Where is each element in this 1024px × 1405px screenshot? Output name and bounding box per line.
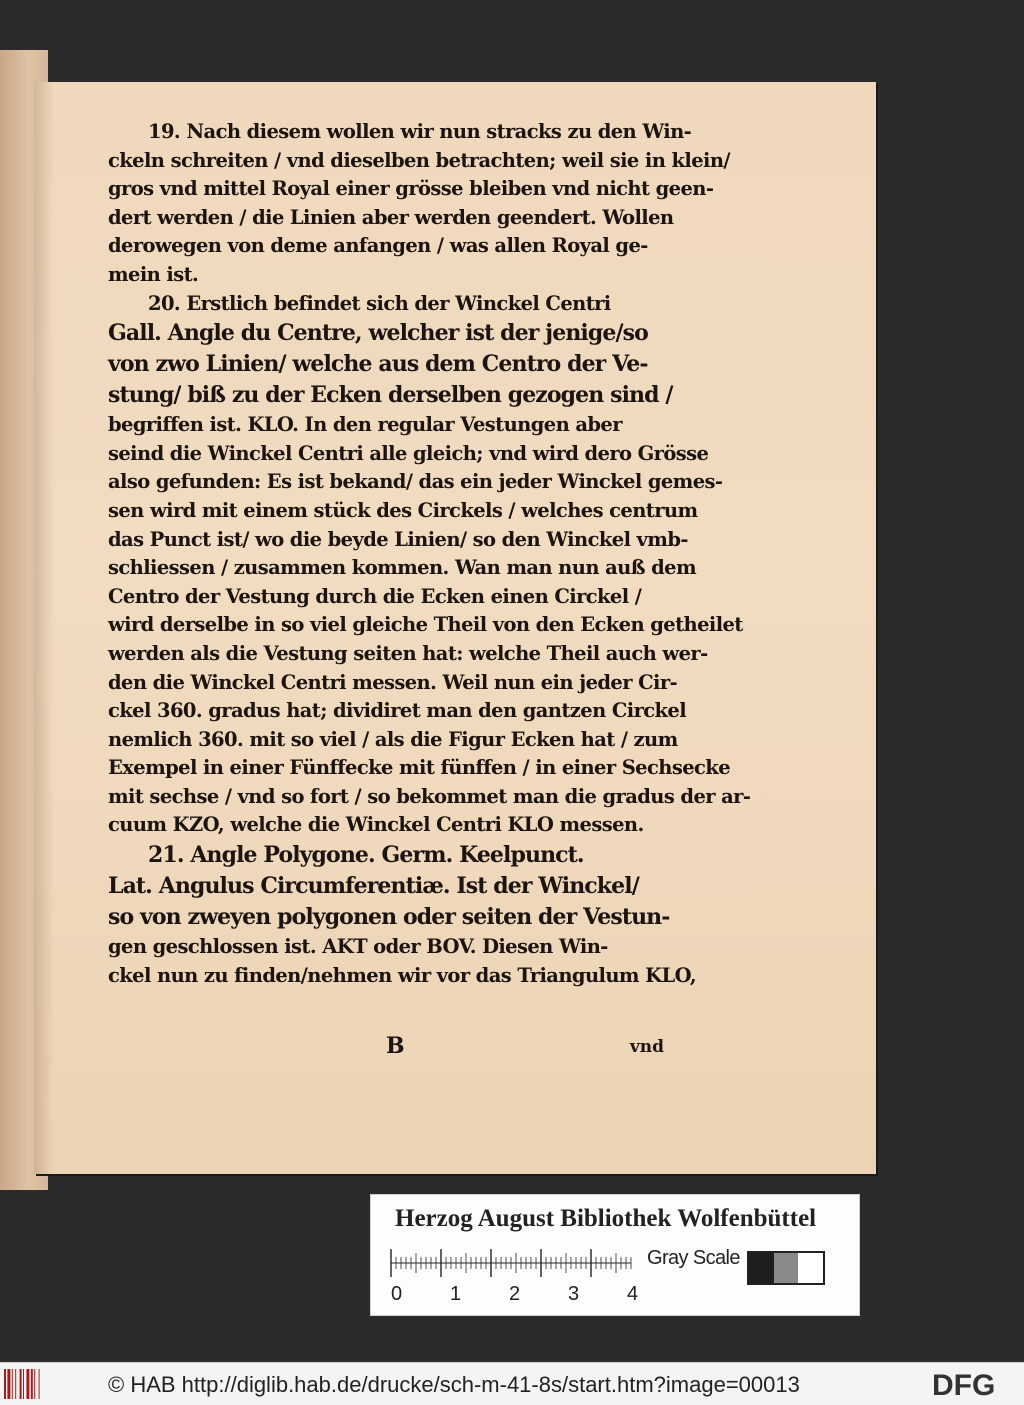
barcode-icon [4, 1369, 48, 1399]
barcode-bar [20, 1369, 22, 1399]
barcode-bar [7, 1369, 10, 1399]
text-line: derowegen von deme anfangen / was allen Royal ge- [108, 234, 648, 258]
source-link[interactable]: © HAB http://diglib.hab.de/drucke/sch-m-41-8s/start.htm?image=00013 [108, 1372, 800, 1397]
ruler-numbers [391, 1283, 651, 1309]
viewer-bottom-bar [0, 1362, 1024, 1405]
text-line: Exempel in einer Fünffecke mit fünffen / in einer Sechsecke [108, 756, 731, 780]
ruler-number: 1 [450, 1283, 462, 1305]
text-line: mit sechse / vnd so fort / so bekommet man die gradus der ar- [108, 784, 751, 808]
ruler-number: 0 [391, 1283, 403, 1305]
gray-swatch [798, 1253, 823, 1283]
ruler-number: 2 [509, 1283, 521, 1305]
text-line: dert werden / die Linien aber werden geendert. Wollen [108, 205, 674, 229]
dfg-logo-icon [930, 1369, 1018, 1402]
text-line: Gall. Angle du Centre, welcher ist der jenige/so [108, 320, 648, 347]
gray-scale-label: Gray Scale [647, 1247, 740, 1269]
ruler-number: 3 [568, 1283, 580, 1305]
gray-swatch [774, 1253, 799, 1283]
text-line: mein ist. [108, 262, 199, 286]
text-line: werden als die Vestung seiten hat: welche Theil auch wer- [108, 641, 708, 665]
library-name: Herzog August Bibliothek Wolfenbüttel [395, 1205, 817, 1232]
text-line: gros vnd mittel Royal einer grösse bleiben vnd nicht geen- [108, 177, 714, 201]
text-line: den die Winckel Centri messen. Weil nun ein jeder Cir- [108, 670, 677, 694]
text-line: gen geschlossen ist. AKT oder BOV. Diesen Win- [108, 935, 608, 959]
text-line: 21. Angle Polygone. Germ. Keelpunct. [148, 842, 584, 869]
gray-swatch [749, 1253, 774, 1283]
text-line: ckel 360. gradus hat; dividiret man den gantzen Circkel [108, 699, 687, 723]
text-line: Lat. Angulus Circumferentiæ. Ist der Winckel/ [108, 873, 639, 900]
text-line: ckeln schreiten / vnd dieselben betrachten; weil sie in klein/ [108, 148, 730, 172]
barcode-bar [12, 1369, 13, 1399]
text-line: sen wird mit einem stück des Circkels / welches centrum [108, 498, 698, 522]
text-line: ckel nun zu finden/nehmen wir vor das Triangulum KLO, [108, 963, 697, 987]
text-line: seind die Winckel Centri alle gleich; vnd wird dero Grösse [108, 441, 709, 465]
signature-mark: B [386, 1033, 405, 1059]
text-line: schliessen / zusammen kommen. Wan man nun auß dem [108, 556, 696, 580]
barcode-bar [23, 1369, 24, 1399]
barcode-bar [15, 1369, 16, 1399]
text-line: cuum KZO, welche die Winckel Centri KLO messen. [108, 813, 644, 837]
text-line: stung/ biß zu der Ecken derselben gezogen sind / [108, 382, 673, 409]
barcode-bar [26, 1369, 29, 1399]
color-scale-card [370, 1194, 860, 1316]
text-line: Centro der Vestung durch die Ecken einen Circkel / [108, 584, 642, 608]
barcode-bar [31, 1369, 33, 1399]
dfg-logo-text: DFG [932, 1369, 996, 1402]
text-line: wird derselbe in so viel gleiche Theil von den Ecken getheilet [108, 613, 743, 637]
catchword: vnd [629, 1037, 664, 1057]
page-gutter-shadow [34, 82, 54, 1174]
text-line: so von zweyen polygonen oder seiten der Vestun- [108, 904, 670, 931]
text-line: nemlich 360. mit so viel / als die Figur Ecken hat / zum [108, 727, 678, 751]
text-line: das Punct ist/ wo die beyde Linien/ so den Winckel vmb- [108, 527, 688, 551]
barcode-bar [4, 1369, 6, 1399]
barcode-bar [39, 1369, 40, 1399]
text-line: 19. Nach diesem wollen wir nun stracks zu den Win- [148, 120, 692, 143]
text-line: von zwo Linien/ welche aus dem Centro der Ve- [108, 351, 648, 378]
text-line: begriffen ist. KLO. In den regular Vestungen aber [108, 413, 622, 437]
page-text [108, 118, 751, 990]
gray-scale-swatches [747, 1251, 825, 1285]
text-line: also gefunden: Es ist bekand/ das ein jeder Winckel gemes- [108, 470, 723, 494]
text-line: 20. Erstlich befindet sich der Winckel Centri [148, 291, 611, 315]
ruler [391, 1247, 631, 1279]
barcode-bar [34, 1369, 35, 1399]
ruler-number: 4 [627, 1283, 639, 1305]
